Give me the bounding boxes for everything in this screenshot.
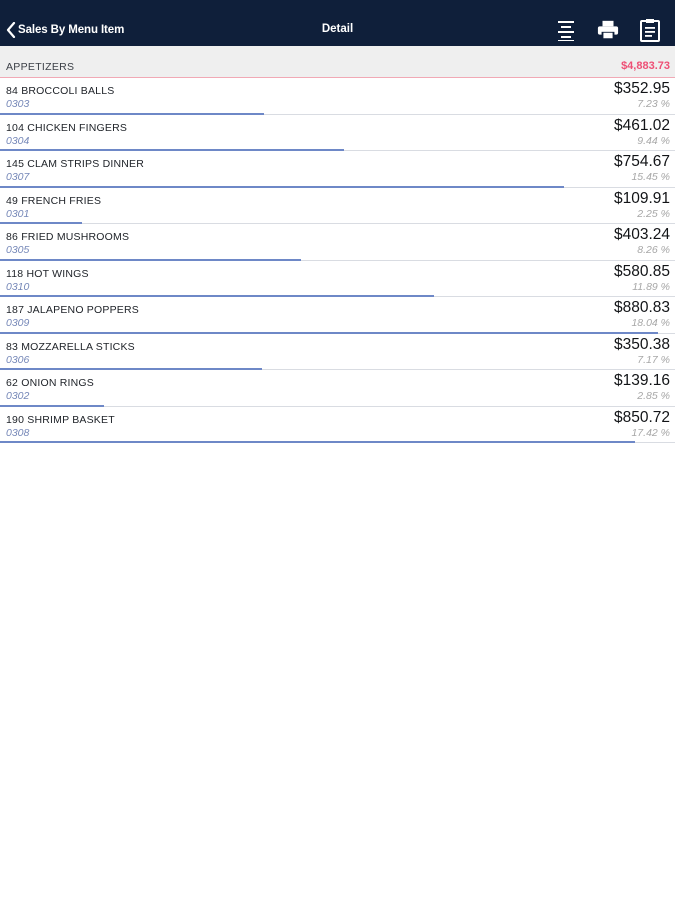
item-percent: 2.85 % [637,390,670,402]
clipboard-button[interactable] [639,18,661,42]
item-name: 62 ONION RINGS [6,377,94,389]
item-percent: 15.45 % [631,171,670,183]
item-code: 0302 [6,390,30,402]
item-name: 84 BROCCOLI BALLS [6,85,115,97]
category-total: $4,883.73 [621,60,670,72]
item-name: 187 JALAPENO POPPERS [6,304,139,316]
category-name: APPETIZERS [6,61,75,73]
item-code: 0310 [6,280,30,293]
list-item[interactable] [0,370,675,407]
list-item[interactable] [0,334,675,371]
back-button-label: Sales By Menu Item [18,24,125,36]
item-code: 0301 [6,207,30,220]
item-percent: 2.25 % [637,207,670,220]
item-percent: 11.89 % [632,280,670,293]
toolbar [555,18,661,42]
print-button[interactable] [597,18,619,42]
share-bar [0,441,635,443]
item-name: 190 SHRIMP BASKET [6,413,115,426]
page-title: Detail [321,23,354,35]
item-percent: 7.23 % [637,98,670,110]
item-amount: $580.85 [613,262,670,280]
navigation-bar [0,0,675,46]
item-name: 118 HOT WINGS [6,267,89,280]
item-amount: $403.24 [613,226,670,243]
list-item[interactable] [0,224,675,261]
list-item[interactable] [0,407,675,444]
item-percent: 18.04 % [631,317,670,329]
list-item[interactable] [0,261,675,298]
item-code: 0303 [6,98,30,110]
item-name: 49 FRENCH FRIES [6,194,102,207]
list-item[interactable] [0,115,675,152]
status-bar [0,0,675,10]
item-amount: $350.38 [613,335,670,353]
item-name: 83 MOZZARELLA STICKS [6,340,135,353]
list-item[interactable] [0,151,675,188]
item-amount: $880.83 [613,299,670,316]
item-code: 0306 [6,353,30,366]
item-name: 86 FRIED MUSHROOMS [6,231,130,243]
align-button[interactable] [555,18,577,42]
item-code: 0308 [6,426,30,439]
item-name: 104 CHICKEN FINGERS [6,121,128,134]
item-percent: 17.42 % [631,426,670,439]
item-list [0,78,675,443]
item-code: 0304 [6,134,30,147]
item-amount: $461.02 [613,116,670,134]
item-percent: 8.26 % [637,244,670,256]
item-amount: $754.67 [613,153,670,170]
printer-icon [597,19,619,41]
category-header [0,46,675,78]
align-center-icon [556,19,576,41]
clipboard-icon [640,18,660,42]
item-code: 0309 [6,317,30,329]
item-amount: $109.91 [613,189,670,207]
list-item[interactable] [0,78,675,115]
item-amount: $850.72 [613,408,670,426]
item-amount: $139.16 [613,372,670,389]
item-code: 0307 [6,171,30,183]
item-percent: 7.17 % [637,353,670,366]
list-item[interactable] [0,297,675,334]
item-percent: 9.44 % [637,134,670,147]
item-amount: $352.95 [613,80,670,97]
item-name: 145 CLAM STRIPS DINNER [6,158,145,170]
item-code: 0305 [6,244,30,256]
list-item[interactable] [0,188,675,225]
